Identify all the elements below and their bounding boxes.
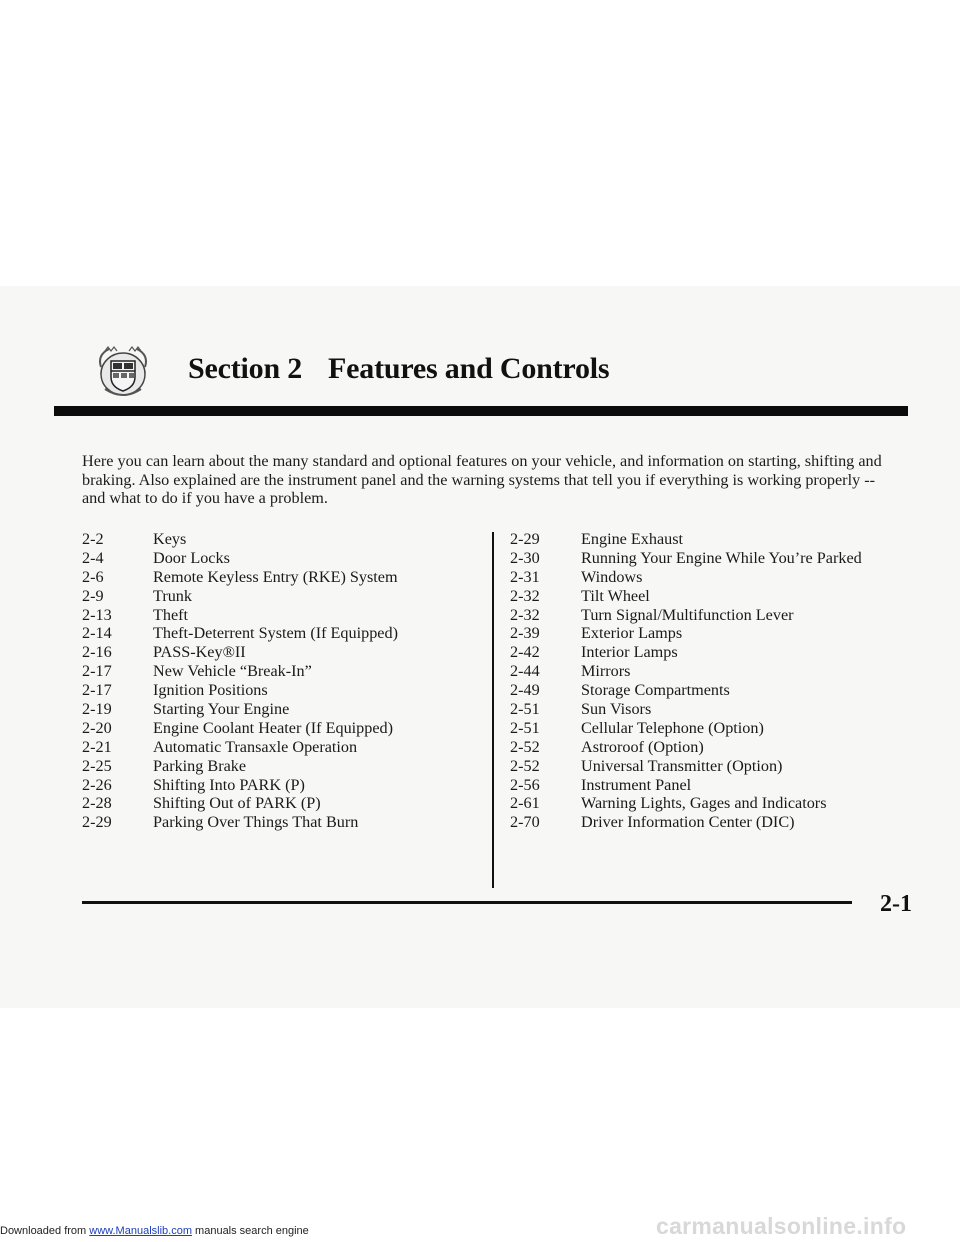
- toc-title: Astroroof (Option): [581, 737, 704, 756]
- toc-entry: [82, 549, 482, 568]
- toc-entry: [82, 587, 482, 606]
- manualslib-link[interactable]: www.Manualslib.com: [89, 1225, 192, 1237]
- toc-page-ref: 2-14: [82, 624, 112, 643]
- toc-page-ref: 2-42: [510, 643, 540, 662]
- watermark: carmanualsonline.info: [656, 1213, 907, 1239]
- page-number: 2-1: [880, 891, 912, 917]
- toc-title: Engine Coolant Heater (If Equipped): [153, 718, 394, 737]
- toc-page-ref: 2-51: [510, 700, 540, 719]
- toc-page-ref: 2-2: [82, 530, 104, 548]
- toc-entry: [82, 794, 482, 813]
- toc-title: Running Your Engine While You’re Parked: [581, 548, 862, 567]
- footer-rule: [82, 901, 852, 904]
- toc-page-ref: 2-13: [82, 605, 112, 624]
- toc-title: Trunk: [153, 586, 192, 605]
- toc-page-ref: 2-9: [82, 586, 104, 605]
- toc-entry: [82, 606, 482, 625]
- toc-page-ref: 2-61: [510, 794, 540, 813]
- toc-page-ref: 2-70: [510, 813, 540, 832]
- toc-entry: [510, 681, 930, 700]
- toc-entry: [510, 776, 930, 795]
- toc-entry: [510, 643, 930, 662]
- toc-page-ref: 2-29: [510, 530, 540, 548]
- toc-title: Tilt Wheel: [581, 586, 650, 605]
- toc-entry: [82, 776, 482, 795]
- toc-page-ref: 2-25: [82, 756, 112, 775]
- toc-entry: [510, 587, 930, 606]
- toc-page-ref: 2-51: [510, 718, 540, 737]
- toc-entry: [82, 738, 482, 757]
- toc-page-ref: 2-26: [82, 775, 112, 794]
- section-title: [188, 352, 609, 386]
- toc-page-ref: 2-20: [82, 718, 112, 737]
- toc-entry: [510, 813, 930, 832]
- toc-page-ref: 2-30: [510, 548, 540, 567]
- toc-entry: [510, 530, 930, 549]
- toc-title: Ignition Positions: [153, 681, 268, 700]
- toc-title: Starting Your Engine: [153, 700, 290, 719]
- toc-page-ref: 2-32: [510, 605, 540, 624]
- toc-entry: [510, 549, 930, 568]
- toc-entry: [510, 606, 930, 625]
- toc-entry: [82, 568, 482, 587]
- toc-entry: [82, 719, 482, 738]
- toc-entry: [510, 738, 930, 757]
- toc-entry: [82, 624, 482, 643]
- toc-entry: [82, 662, 482, 681]
- toc-page-ref: 2-16: [82, 643, 112, 662]
- toc-title: Cellular Telephone (Option): [581, 718, 764, 737]
- toc-page-ref: 2-28: [82, 794, 112, 813]
- toc-title: Interior Lamps: [581, 643, 678, 662]
- toc-page-ref: 2-19: [82, 700, 112, 719]
- toc-entry: [510, 624, 930, 643]
- toc-page-ref: 2-49: [510, 681, 540, 700]
- toc-title: Exterior Lamps: [581, 624, 683, 643]
- download-banner: [0, 1220, 960, 1240]
- toc-left-column: [82, 530, 482, 832]
- toc-title: Parking Over Things That Burn: [153, 813, 359, 832]
- toc-title: Remote Keyless Entry (RKE) System: [153, 567, 398, 586]
- toc-entry: [82, 700, 482, 719]
- toc-title: Driver Information Center (DIC): [581, 813, 795, 832]
- toc-right-column: [510, 530, 930, 832]
- intro-paragraph: Here you can learn about the many standard and optional features on your vehicle, and information on starting, shifting and braking. Also explained are the instrument panel and the warning systems that tell you if everything is working properly -- and what to do if you have a problem.: [82, 452, 882, 507]
- toc-title: Theft: [153, 605, 189, 624]
- toc-title: Door Locks: [153, 548, 230, 567]
- toc-page-ref: 2-56: [510, 775, 540, 794]
- header-rule: [54, 406, 908, 416]
- toc-title: PASS-Key®II: [153, 643, 246, 662]
- toc-page-ref: 2-52: [510, 737, 540, 756]
- toc-title: Turn Signal/Multifunction Lever: [581, 605, 794, 624]
- toc-page-ref: 2-4: [82, 548, 104, 567]
- toc-title: Shifting Into PARK (P): [153, 775, 305, 794]
- toc-entry: [510, 757, 930, 776]
- toc-page-ref: 2-44: [510, 662, 540, 681]
- section-name: Features and Controls: [328, 352, 610, 385]
- toc-title: Instrument Panel: [581, 775, 692, 794]
- toc-title: Automatic Transaxle Operation: [153, 737, 358, 756]
- toc-page-ref: 2-31: [510, 567, 540, 586]
- toc-page-ref: 2-32: [510, 586, 540, 605]
- toc-title: Shifting Out of PARK (P): [153, 794, 321, 813]
- toc-page-ref: 2-6: [82, 567, 104, 586]
- toc-entry: [510, 568, 930, 587]
- toc-page-ref: 2-21: [82, 737, 112, 756]
- toc-page-ref: 2-17: [82, 662, 112, 681]
- toc-title: Sun Visors: [581, 700, 652, 719]
- banner-prefix: Downloaded from: [0, 1225, 87, 1237]
- column-divider: [492, 532, 494, 888]
- cadillac-crest-icon: [91, 343, 155, 401]
- toc-title: Storage Compartments: [581, 681, 730, 700]
- toc-page-ref: 2-29: [82, 813, 112, 832]
- section-number: Section 2: [188, 352, 303, 385]
- toc-title: Windows: [581, 567, 643, 586]
- toc-entry: [82, 681, 482, 700]
- toc-entry: [82, 757, 482, 776]
- toc-entry: [510, 700, 930, 719]
- toc-title: New Vehicle “Break-In”: [153, 662, 312, 681]
- banner-suffix: manuals search engine: [195, 1225, 309, 1237]
- toc-entry: [510, 662, 930, 681]
- toc-entry: [510, 719, 930, 738]
- toc-title: Warning Lights, Gages and Indicators: [581, 794, 827, 813]
- toc-entry: [82, 643, 482, 662]
- toc-title: Keys: [153, 530, 187, 548]
- toc-page-ref: 2-39: [510, 624, 540, 643]
- toc-title: Mirrors: [581, 662, 631, 681]
- toc-page-ref: 2-17: [82, 681, 112, 700]
- toc-title: Engine Exhaust: [581, 530, 684, 548]
- toc-title: Universal Transmitter (Option): [581, 756, 783, 775]
- toc-title: Parking Brake: [153, 756, 247, 775]
- toc-entry: [510, 794, 930, 813]
- toc-title: Theft-Deterrent System (If Equipped): [153, 624, 398, 643]
- toc-page-ref: 2-52: [510, 756, 540, 775]
- toc-entry: [82, 813, 482, 832]
- toc-entry: [82, 530, 482, 549]
